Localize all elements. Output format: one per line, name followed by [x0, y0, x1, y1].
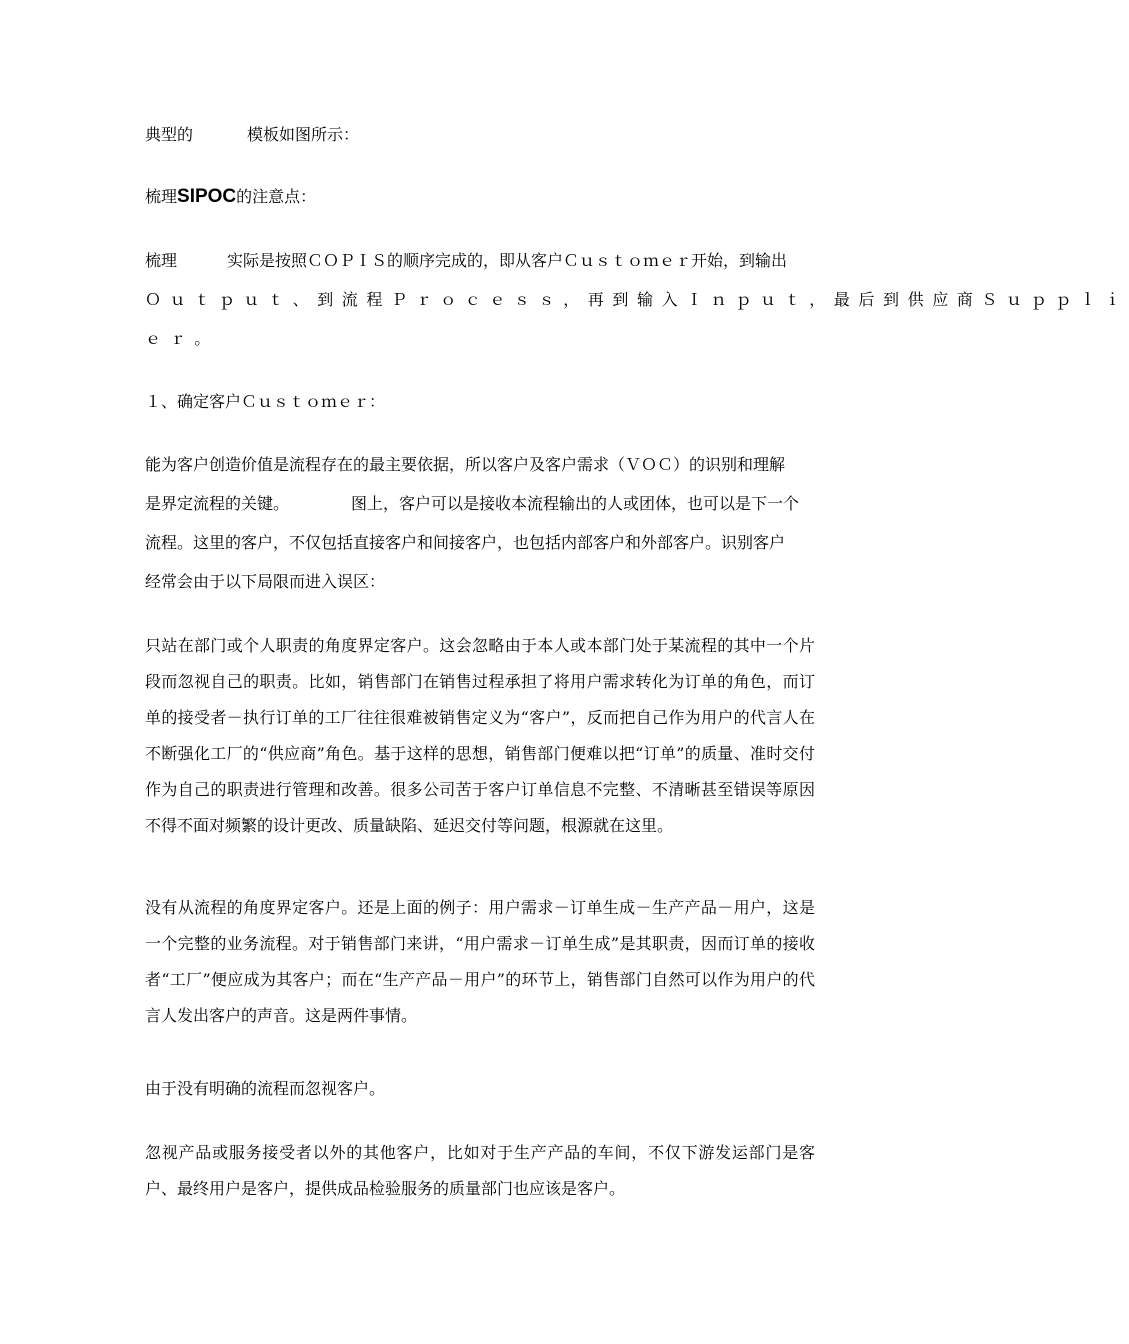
copis-line-1-end: 实际是按照ＣＯＰＩＳ的顺序完成的，即从客户Ｃｕｓｔｏｍｅｒ开始，到输出	[227, 251, 788, 270]
intro-text-start: 典型的	[145, 125, 194, 144]
notes-heading	[145, 187, 316, 207]
paragraph-1-line-3: 流程。这里的客户，不仅包括直接客户和间接客户，也包括内部客户和外部客户。识别客户	[145, 533, 786, 552]
paragraph-4: 由于没有明确的流程而忽视客户。	[145, 1079, 386, 1098]
copis-line-3: ｅｒ。	[145, 329, 219, 348]
paragraph-1-line-1: 能为客户创造价值是流程存在的最主要依据，所以客户及客户需求（ＶＯＣ）的识别和理解	[145, 455, 786, 474]
sipoc-term: SIPOC	[177, 186, 237, 207]
copis-line-2: Ｏｕｔｐｕｔ、到流程Ｐｒｏｃｅｓｓ，再到输入Ｉｎｐｕｔ，最后到供应商Ｓｕｐｐｌｉ	[145, 290, 1129, 309]
paragraph-3: 没有从流程的角度界定客户。还是上面的例子：用户需求－订单生成－生产产品－用户，这是一个完整的业务流程。对于销售部门来讲，“用户需求－订单生成”是其职责，因而订单的接收者“工厂”便应成为其客户；而在“生产产品－用户”的环节上，销售部门自然可以作为用户的代言人发出客户的声音。这是两件事情。	[145, 898, 815, 1025]
paragraph-1-line-2-start: 是界定流程的关键。	[145, 494, 290, 513]
paragraph-1-line-2-end: 图上，客户可以是接收本流程输出的人或团体，也可以是下一个	[351, 494, 800, 513]
paragraph-2: 只站在部门或个人职责的角度界定客户。这会忽略由于本人或本部门处于某流程的其中一个片段而忽视自己的职责。比如，销售部门在销售过程承担了将用户需求转化为订单的角色，而订单的接受者－执行订单的工厂往往很难被销售定义为“客户”，反而把自己作为用户的代言人在不断强化工厂的“供应商”角色。基于这样的思想，销售部门便难以把“订单”的质量、准时交付作为自己的职责进行管理和改善。很多公司苦于客户订单信息不完整、不清晰甚至错误等原因不得不面对频繁的设计更改、质量缺陷、延迟交付等问题，根源就在这里。	[145, 636, 815, 835]
notes-heading-start: 梳理	[145, 187, 178, 206]
intro-text-end: 模板如图所示：	[247, 125, 360, 144]
template-intro-line	[145, 125, 359, 145]
copis-line-1	[145, 251, 787, 271]
section-heading-customer: １、确定客户Ｃｕｓｔｏｍｅｒ：	[145, 392, 386, 411]
notes-heading-end: 的注意点：	[236, 187, 317, 206]
copis-line-1-start: 梳理	[145, 251, 178, 270]
paragraph-1-line-2	[145, 494, 799, 514]
paragraph-5: 忽视产品或服务接受者以外的其他客户，比如对于生产产品的车间，不仅下游发运部门是客户、最终用户是客户，提供成品检验服务的质量部门也应该是客户。	[145, 1143, 815, 1198]
paragraph-1-line-4: 经常会由于以下局限而进入误区：	[145, 572, 386, 591]
